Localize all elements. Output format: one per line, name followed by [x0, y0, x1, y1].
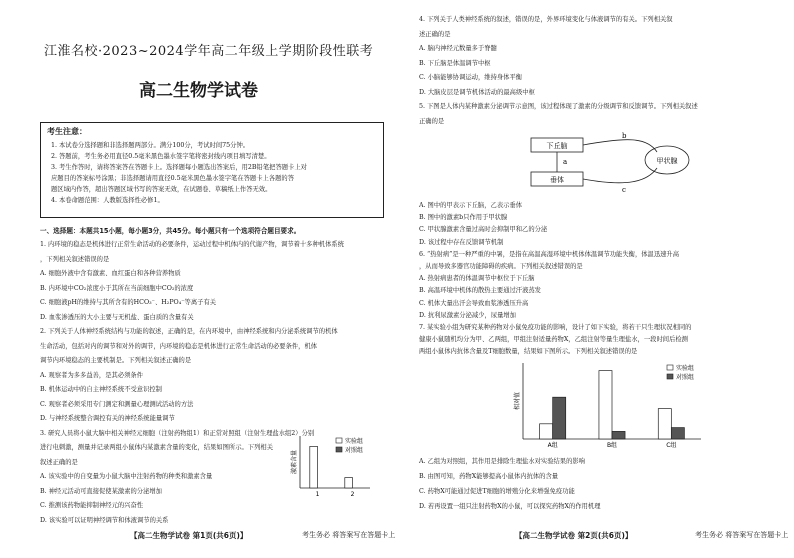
text-line: C. 药物X可能通过促进T细胞的增殖分化来增强免疫功能 [419, 488, 575, 495]
x-tick-label: 1 [315, 491, 320, 498]
bar [658, 409, 671, 439]
text-line: 4. 下列关于人类神经系统的叙述，错误的是，外界环境变化与体液调节的有关。下列相关叙 [419, 16, 673, 23]
text-line: A. 细胞外液中含有激素、血红蛋白和各种营养物质 [40, 270, 181, 277]
legend-swatch [336, 438, 342, 443]
text-line: 2. 下列关于人体神经系统结构与功能的叙述，正确的是，在内环境中，由神经系统和内分泌系统调节的机体 [40, 328, 338, 335]
text-line: B. 神经元活动可直接促使某激素的分泌增加 [40, 487, 162, 495]
bar [671, 428, 684, 439]
text-line: 两组小鼠体内抗体含量及T细胞数量，结果如下图所示。下列相关叙述错误的是 [419, 348, 638, 356]
legend-swatch [336, 447, 342, 452]
text-line: 3. 研究人员将小鼠大脑中相关神经元细胞（注射药物组1）和正常对照组（注射生理盐水组2）分别 [40, 429, 315, 437]
note-line: 4. 本卷命题范围：人教版选择性必修1。 [51, 197, 164, 204]
page-footer-left: 【高二生物学试卷 第1页(共6页)】 [130, 531, 248, 540]
text-line: A. 脑内神经元数量多于脊髓 [419, 45, 497, 52]
x-tick-label: B组 [606, 442, 618, 449]
text-line: B. 机体运动中的自主神经系统不受意识控制 [40, 386, 162, 393]
text-line: D. 抗利尿激素分泌减少，尿量增加 [419, 311, 516, 319]
text-line: C. 推测该药物能抑制神经元的兴奋性 [40, 502, 144, 509]
right-page [397, 0, 794, 558]
y-axis-label: 相对值 [514, 391, 521, 411]
diagram-label: 甲状腺 [656, 157, 678, 165]
text-line: 正确的是 [419, 117, 445, 125]
text-line: 5. 下图是人体内某种激素分泌调节示意图，该过程体现了激素的分级调节和反馈调节。下列相关叙述 [419, 103, 698, 110]
text-line: D. 该实验可以证明神经调节和体液调节的关系 [40, 516, 169, 524]
text-line: D. 与神经系统整合调控有关的神经系统能量调节 [40, 415, 175, 422]
text-line: C. 小脑能够协调运动，维持身体平衡 [419, 74, 523, 81]
notes-title: 考生注意： [47, 127, 87, 136]
text-line: A. 该实验中的自变量为小鼠大脑中注射药物的种类和激素含量 [40, 473, 213, 480]
page-footer-note: 考生务必 将答案写在答题卡上 [302, 531, 396, 539]
text-line: A. 热射病患者的体温调节中枢位于下丘脑 [419, 275, 535, 283]
diagram-svg [527, 132, 697, 196]
text-line: B. 下丘脑是体温调节中枢 [419, 59, 491, 67]
legend-swatch [667, 365, 673, 370]
page-title: 高二生物学试卷 [139, 81, 258, 101]
page-footer-left: 【高二生物学试卷 第2页(共6页)】 [515, 531, 633, 540]
diagram-label: 垂体 [550, 176, 564, 184]
text-line: 调节内环境稳态的主要机制是。下列相关叙述正确的是 [40, 357, 192, 364]
text-line: 生命活动，包括对内的调节和对外的调节，内环境的稳态是机体进行正常生命活动的必要条件，机体 [40, 342, 318, 350]
text-line: C. 机体大量出汗会导致血浆渗透压升高 [419, 299, 529, 307]
page-footer-note: 考生务必 将答案写在答题卡上 [695, 531, 789, 539]
diagram-letter: c [622, 186, 626, 194]
x-tick-label: A组 [547, 442, 558, 449]
exam-header: 江淮名校·2023~2024学年高二年级上学期阶段性联考 [44, 44, 374, 59]
text-line: D. 若再设置一组只注射药物X的小鼠，可以探究药物X的作用机理 [419, 503, 601, 510]
text-line: D. 该过程中存在反馈调节机制 [419, 238, 504, 246]
note-line: 题区域内作答，超出答题区域书写的答案无效，在试题卷、草稿纸上作答无效。 [51, 186, 272, 193]
text-line: B. 高温环境中机体的散热主要通过汗液蒸发 [419, 287, 541, 295]
x-tick-label: 2 [350, 491, 355, 498]
note-line: 3. 考生作答时，请将答案答在答题卡上。选择题每小题选出答案后，用2B铅笔把答题卡上对 [51, 164, 307, 171]
text-line: 叙述正确的是 [40, 458, 78, 466]
note-line: 2. 答题前，考生务必用直径0.5毫米黑色墨水签字笔将密封线内项目填写清楚。 [51, 153, 271, 160]
note-line: 1. 本试卷分选择题和非选择题两部分。满分100分，考试时间75分钟。 [51, 142, 250, 149]
section-heading: 一、选择题：本题共15小题，每小题3分，共45分。每小题只有一个选项符合题目要求。 [40, 227, 301, 235]
text-line: B. 内环境中CO₂浓度小于其所在当前细胞中CO₂的浓度 [40, 284, 194, 292]
text-line: B. 图中的激素b只作用于甲状腺 [419, 214, 508, 222]
diagram-arrow [583, 168, 657, 183]
text-line: 健康小鼠随机均分为甲、乙两组，甲组注射适量药物X，乙组注射等量生理盐水，一段时间后检测 [419, 336, 688, 344]
y-axis-label: 激素含量 [291, 449, 298, 475]
diagram-letter: b [622, 132, 627, 140]
diagram-label: 下丘脑 [546, 142, 568, 150]
text-line: 进行电刺激，测量并记录两组小鼠体内某激素含量的变化，结果如图所示。下列相关 [40, 444, 273, 451]
bar [310, 446, 318, 488]
bar [612, 431, 625, 439]
text-line: A. 图中的甲表示下丘脑，乙表示垂体 [419, 202, 523, 209]
text-line: 1. 内环境的稳态是机体进行正常生命活动的必要条件，运动过程中机体内的代谢产物，调节着十多种机体系统 [40, 241, 344, 248]
chart-1 [288, 428, 374, 498]
text-line: 述正确的是 [419, 30, 451, 38]
text-line: A. 观察者为多多益善，是其必须条件 [40, 371, 144, 379]
text-line: 6. “热射病”是一种严重的中暑，是指在高温高湿环境中机体体温调节功能失衡，体温迅速升高 [419, 250, 680, 258]
diagram-letter: a [563, 158, 568, 166]
x-tick-label: C组 [666, 442, 677, 449]
bar [553, 397, 566, 439]
chart-1-svg [288, 428, 374, 498]
chart-2-svg [507, 355, 707, 450]
text-line: B. 由图可知，药物X能够提高小鼠体内抗体的含量 [419, 473, 559, 480]
legend-label: 对照组 [676, 374, 695, 381]
notes-box [40, 122, 384, 218]
legend-label: 实验组 [676, 365, 695, 372]
text-line: ，下列相关叙述错误的是 [40, 255, 110, 263]
bar [599, 371, 612, 439]
text-line: C. 观察者必须采用专门测定和测量心理测试活动的方法 [40, 400, 194, 408]
note-line: 应题目的答案标号涂黑；非选择题请用直径0.5毫米黑色墨水签字笔在答题卡上各题的答 [51, 175, 294, 182]
text-line: A. 乙组为对照组，其作用是排除生理盐水对实验结果的影响 [419, 458, 585, 465]
text-line: C. 细胞液pH的维持与其所含有的HCO₃⁻、H₂PO₄⁻等离子有关 [40, 299, 217, 306]
hormone-diagram [527, 132, 697, 196]
chart-2 [507, 355, 707, 450]
legend-label: 对照组 [345, 447, 364, 454]
text-line: C. 甲状腺激素含量过高时会抑制甲和乙的分泌 [419, 226, 548, 234]
legend-swatch [667, 374, 673, 379]
legend-label: 实验组 [345, 438, 364, 445]
text-line: ，从而导致多器官功能障碍的疾病。下列相关叙述错误的是 [419, 263, 583, 270]
text-line: D. 大脑皮层是调节机体活动的最高级中枢 [419, 88, 535, 96]
diagram-arrow [583, 140, 657, 152]
bar [540, 424, 553, 439]
bar [345, 478, 353, 488]
text-line: 7. 某实验小组为研究某种药物对小鼠免疫功能的影响，设计了如下实验，将若干只生理状况相同的 [419, 324, 692, 331]
text-line: D. 血浆渗透压的大小主要与无机盐、蛋白质的含量有关 [40, 313, 194, 321]
